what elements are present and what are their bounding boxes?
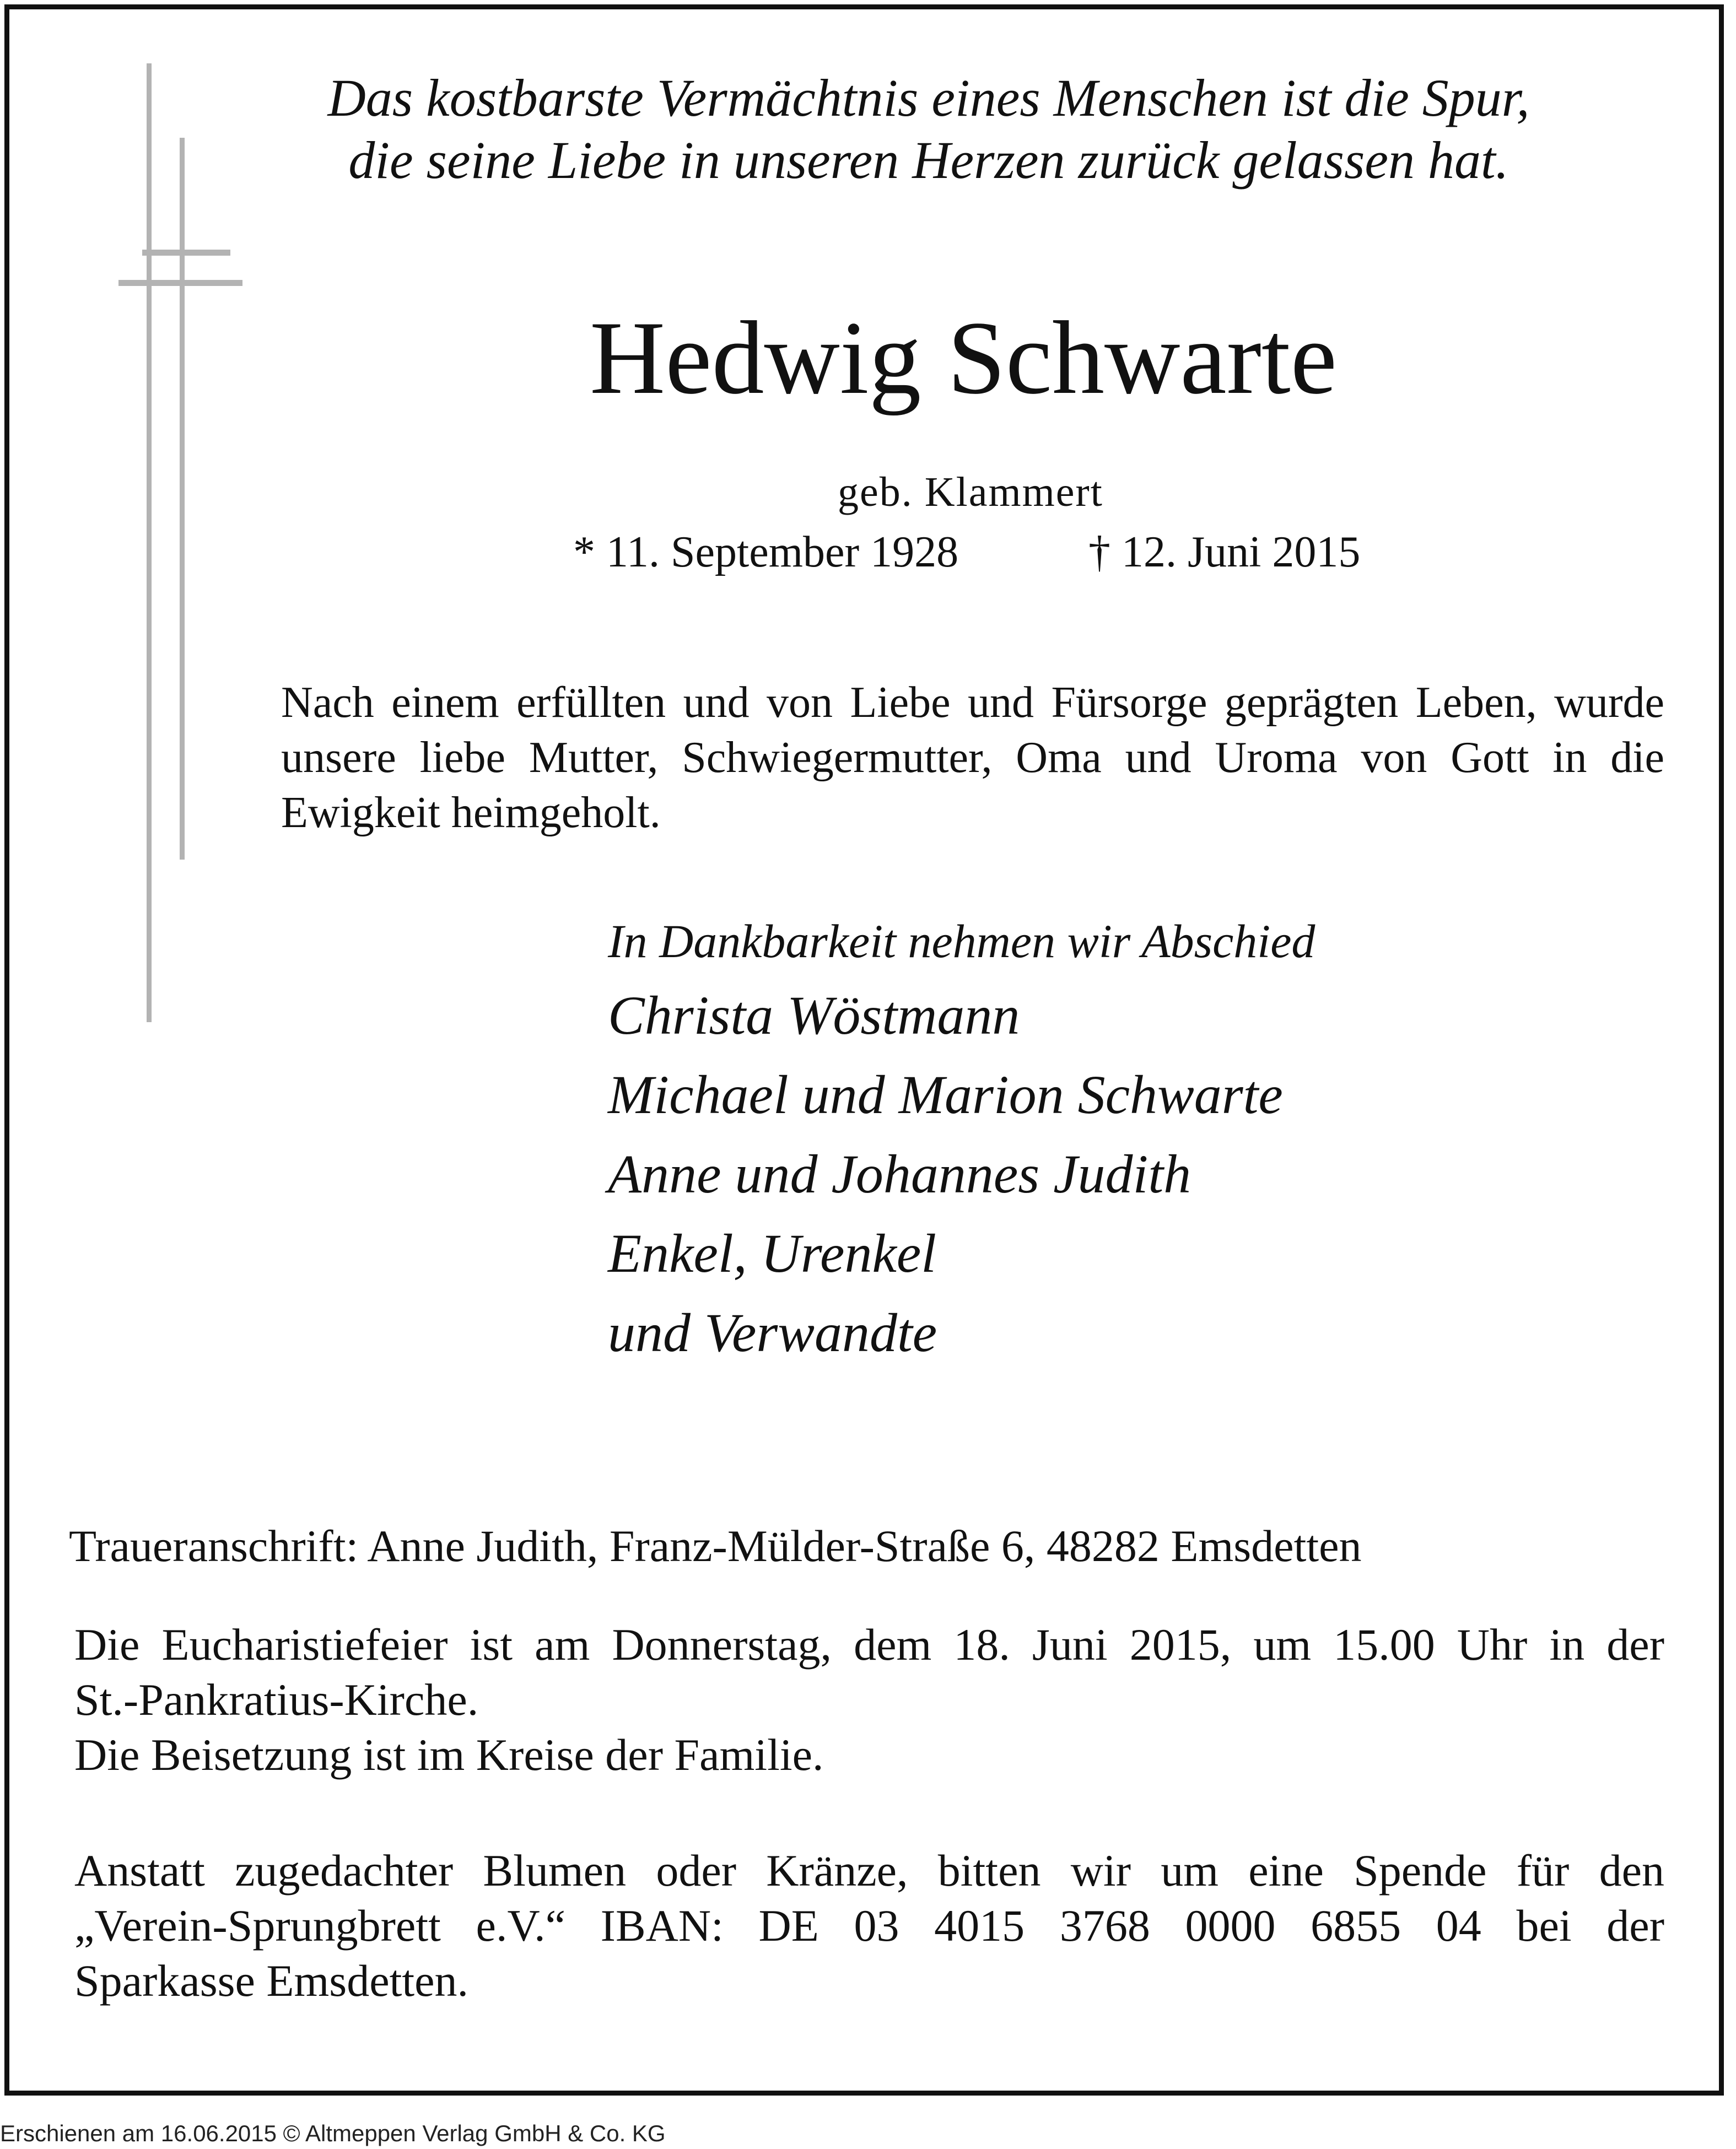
motto-line-2: die seine Liebe in unseren Herzen zurück gelassen hat.	[348, 131, 1509, 190]
mourner-name: Enkel, Urenkel	[608, 1223, 936, 1284]
mourner-name: Michael und Marion Schwarte	[608, 1064, 1283, 1125]
service-line: Die Eucharistiefeier ist am Donnerstag, dem 18. Juni 2015, um 15.00 Uhr in der	[74, 1619, 1664, 1670]
donation-line: „Verein-Sprungbrett e.V.“ IBAN: DE 03 4015 3768 0000 6855 04 bei der	[74, 1900, 1664, 1951]
publication-footer: Erschienen am 16.06.2015 © Altmeppen Verlag GmbH & Co. KG	[0, 2120, 666, 2146]
donation-line: Anstatt zugedachter Blumen oder Kränze, bitten wir um eine Spende für den	[74, 1845, 1664, 1896]
motto-line-1: Das kostbarste Vermächtnis eines Menschen ist die Spur,	[327, 68, 1530, 127]
mourner-name: Christa Wöstmann	[608, 985, 1020, 1046]
mourning-address: Traueranschrift: Anne Judith, Franz-Mülder-Straße 6, 48282 Emsdetten	[69, 1521, 1362, 1571]
farewell-intro: In Dankbarkeit nehmen wir Abschied	[608, 915, 1316, 968]
donation-info	[74, 1843, 1664, 2008]
deceased-name: Hedwig Schwarte	[590, 300, 1337, 416]
service-info	[74, 1617, 1664, 1783]
mourner-name: und Verwandte	[608, 1302, 937, 1363]
service-line: Die Beisetzung ist im Kreise der Familie.	[74, 1730, 824, 1780]
death-date: † 12. Juni 2015	[1088, 528, 1361, 576]
mourner-name: Anne und Johannes Judith	[608, 1143, 1192, 1205]
service-line: St.-Pankratius-Kirche.	[74, 1675, 479, 1725]
message-line: Nach einem erfüllten und von Liebe und Fürsorge geprägten Leben, wurde	[281, 678, 1664, 727]
message-line: unsere liebe Mutter, Schwiegermutter, Oma und Uroma von Gott in die	[281, 733, 1664, 782]
message-line: Ewigkeit heimgeholt.	[281, 789, 661, 837]
birth-date: * 11. September 1928	[573, 528, 959, 576]
message-paragraph	[281, 675, 1664, 840]
donation-line: Sparkasse Emsdetten.	[74, 1956, 469, 2006]
born-name: geb. Klammert	[838, 469, 1103, 515]
